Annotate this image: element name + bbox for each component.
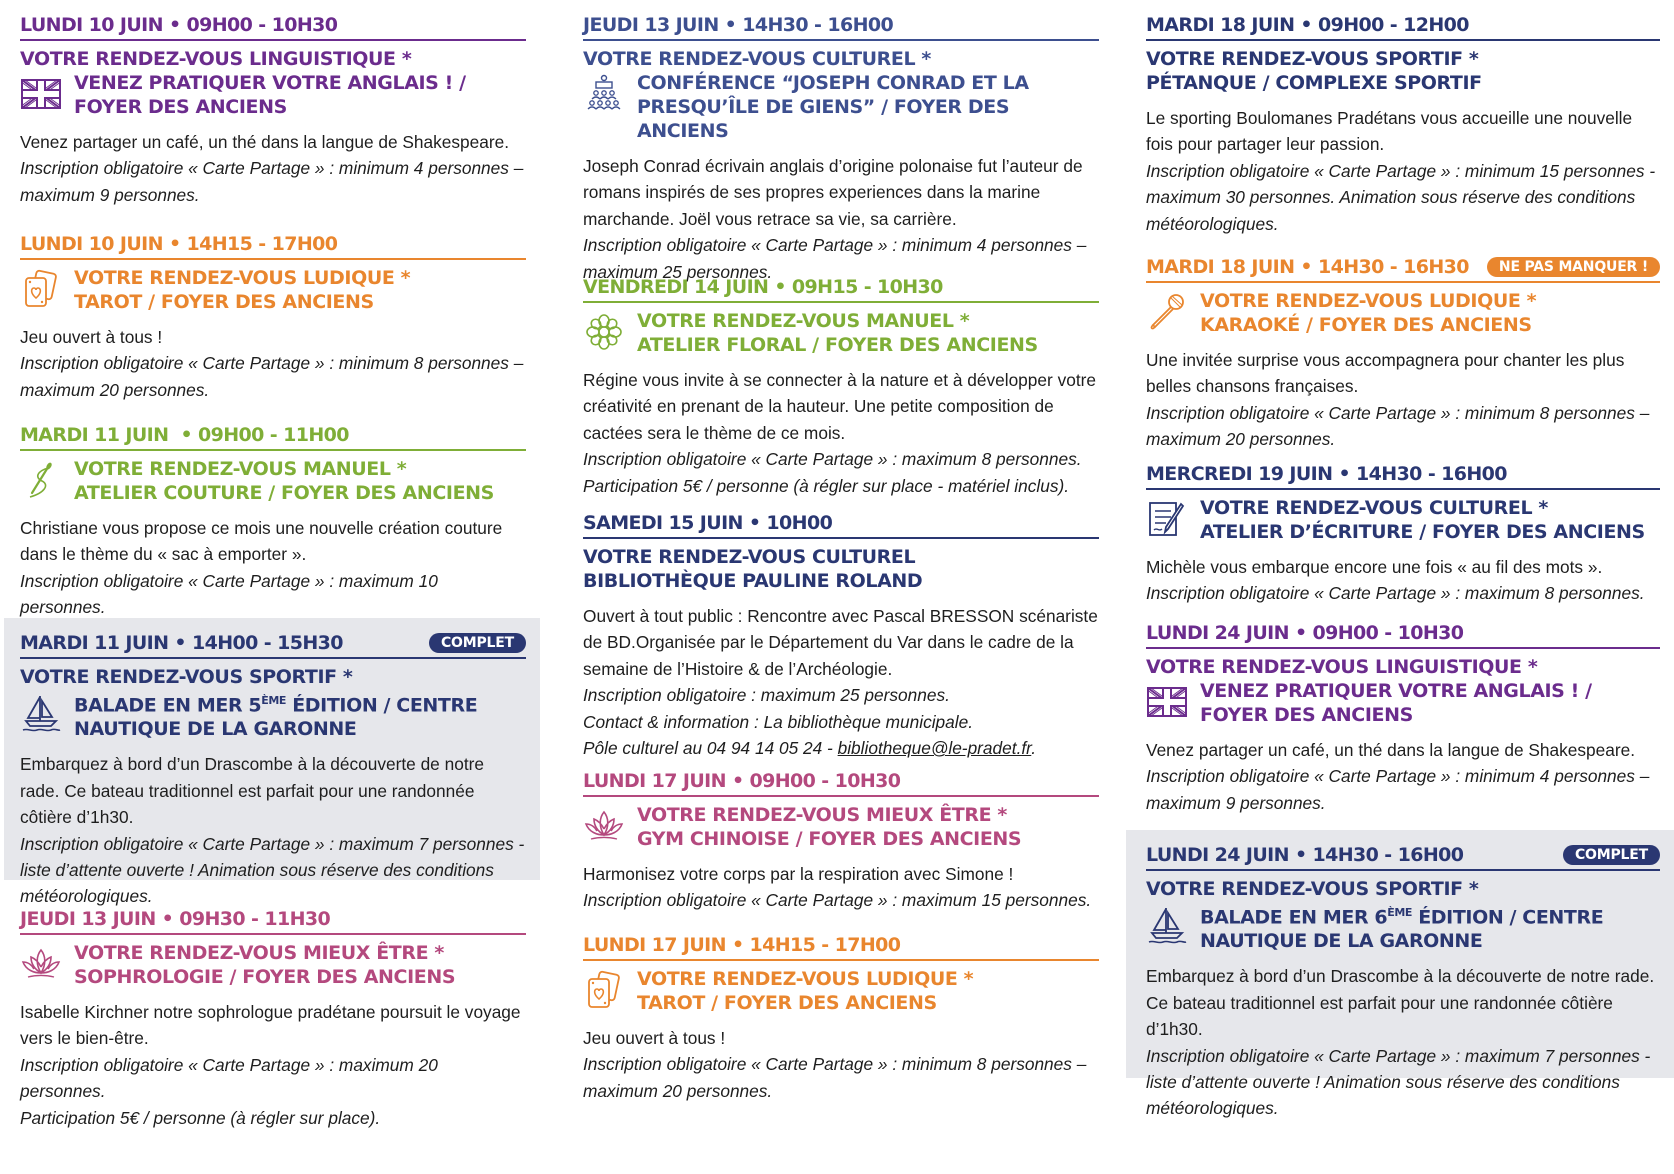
event-description: Isabelle Kirchner notre sophrologue pradétane poursuit le voyage vers le bien-être. (20, 1002, 521, 1049)
event-contact-info: Contact & information : La bibliothèque municipale. (583, 711, 974, 732)
event-subtitle: CONFÉRENCE “JOSEPH CONRAD ET LA PRESQU’ÎLE DE GIENS” / FOYER DES ANCIENS (637, 72, 1029, 142)
event-subtitle: BIBLIOTHÈQUE PAULINE ROLAND (583, 570, 923, 592)
event-title: VOTRE RENDEZ-VOUS LUDIQUE * (1200, 290, 1537, 312)
event-registration-info: Inscription obligatoire « Carte Partage » : minimum 15 personnes - maximum 30 personnes. Animation sous réserve des conditions météorologiques. (1146, 160, 1656, 234)
event-subtitle: BALADE EN MER 6ÈME ÉDITION / CENTRE NAUTIQUE DE LA GARONNE (1200, 906, 1604, 953)
event-date-header: SAMEDI 15 JUIN • 10H00 (583, 512, 1099, 539)
event-registration-info: Inscription obligatoire « Carte Partage » : maximum 10 personnes. (20, 570, 438, 618)
event-subtitle: PÉTANQUE / COMPLEXE SPORTIF (1146, 72, 1482, 94)
event-subtitle: ATELIER D’ÉCRITURE / FOYER DES ANCIENS (1200, 521, 1645, 543)
event-title: VOTRE RENDEZ-VOUS MANUEL * (637, 310, 970, 332)
event-description: Michèle vous embarque encore une fois « au fil des mots ». (1146, 557, 1603, 577)
event-card (0, 908, 544, 1131)
status-badge: COMPLET (1563, 845, 1660, 865)
event-description: Embarquez à bord d’un Drascombe à la découverte de notre rade. Ce bateau traditionnel est parfait pour une randonnée côtière d’1h30. (1146, 966, 1655, 1040)
event-card (1126, 256, 1674, 453)
event-registration-info: Inscription obligatoire « Carte Partage » : minimum 4 personnes – maximum 9 personnes. (1146, 766, 1650, 813)
event-date-header: MARDI 11 JUIN • 09H00 - 11H00 (20, 424, 526, 451)
event-date-header (1146, 256, 1660, 283)
event-subtitle: GYM CHINOISE / FOYER DES ANCIENS (637, 828, 1022, 850)
event-subtitle: BALADE EN MER 5ÈME ÉDITION / CENTRE NAUTIQUE DE LA GARONNE (74, 694, 478, 741)
event-description: Christiane vous propose ce mois une nouvelle création couture dans le thème du « sac à emporter ». (20, 518, 503, 565)
event-date-header: MARDI 18 JUIN • 09H00 - 12H00 (1146, 14, 1660, 41)
flower-icon (583, 311, 625, 353)
event-price-info: Participation 5€ / personne (à régler sur place). (20, 1107, 381, 1128)
event-card (0, 424, 544, 621)
event-card (4, 618, 540, 907)
event-title: VOTRE RENDEZ-VOUS MIEUX ÊTRE * (637, 804, 1007, 826)
event-card (1126, 463, 1674, 607)
event-price-info: Participation 5€ / personne (à régler sur place - matériel inclus). (583, 475, 1070, 496)
uk-flag-icon (20, 73, 62, 115)
sailboat-icon (1146, 903, 1188, 945)
needle-icon (20, 459, 62, 501)
event-date-header (1146, 844, 1660, 871)
event-card (1126, 14, 1674, 237)
event-description: Embarquez à bord d’un Drascombe à la découverte de notre rade. Ce bateau traditionnel est parfait pour une randonnée côtière d’1h30. (20, 754, 484, 828)
event-title: VOTRE RENDEZ-VOUS MANUEL * (74, 458, 407, 480)
lotus-icon (583, 805, 625, 847)
event-date-header: LUNDI 10 JUIN • 14H15 - 17H00 (20, 233, 526, 260)
event-registration-info: Inscription obligatoire « Carte Partage » : minimum 8 personnes – maximum 20 personnes. (1146, 402, 1650, 450)
event-title: VOTRE RENDEZ-VOUS CULTUREL * (1200, 497, 1548, 519)
event-title: VOTRE RENDEZ-VOUS SPORTIF * (1146, 878, 1479, 900)
email-link[interactable]: bibliotheque@le-pradet.fr (837, 738, 1032, 759)
event-date-text: MARDI 11 JUIN • 14H00 - 15H30 (20, 632, 343, 654)
event-description: Une invitée surprise vous accompagnera pour chanter les plus belles chansons françaises. (1146, 350, 1625, 397)
event-description: Harmonisez votre corps par la respiration avec Simone ! (583, 864, 1014, 884)
event-title: VOTRE RENDEZ-VOUS MIEUX ÊTRE * (74, 942, 444, 964)
microphone-icon (1146, 291, 1188, 333)
event-date-header (20, 632, 526, 659)
event-registration-info: Inscription obligatoire « Carte Partage » : maximum 7 personnes - liste d’attente ouverte ! Animation sous réserve des conditions météorologiques. (20, 833, 525, 907)
event-title: VOTRE RENDEZ-VOUS LINGUISTIQUE * (1146, 656, 1538, 678)
event-subtitle: SOPHROLOGIE / FOYER DES ANCIENS (74, 966, 456, 988)
event-date-text: MARDI 18 JUIN • 14H30 - 16H30 (1146, 256, 1469, 278)
event-description: Joseph Conrad écrivain anglais d’origine polonaise fut l’auteur de romans inspirés de ses propres experiences dans la marine marchande. Joël vous retrace sa vie, sa carrière. (583, 156, 1083, 229)
event-card (563, 770, 1103, 914)
event-description: Venez partager un café, un thé dans la langue de Shakespeare. (1146, 740, 1636, 760)
event-description: Venez partager un café, un thé dans la langue de Shakespeare. (20, 132, 510, 152)
event-card (563, 276, 1103, 499)
event-subtitle: ATELIER FLORAL / FOYER DES ANCIENS (637, 334, 1038, 356)
event-title: VOTRE RENDEZ-VOUS LINGUISTIQUE * (20, 48, 412, 70)
event-registration-info: Inscription obligatoire « Carte Partage » : maximum 15 personnes. (583, 890, 1092, 911)
event-title: VOTRE RENDEZ-VOUS LUDIQUE * (637, 968, 974, 990)
event-subtitle: ATELIER COUTURE / FOYER DES ANCIENS (74, 482, 494, 504)
event-registration-info: Inscription obligatoire « Carte Partage » : maximum 7 personnes - liste d’attente ouverte ! Animation sous réserve des conditions météorologiques. (1146, 1045, 1651, 1119)
event-subtitle: KARAOKÉ / FOYER DES ANCIENS (1200, 314, 1532, 336)
event-title: VOTRE RENDEZ-VOUS SPORTIF * (1146, 48, 1479, 70)
event-card (563, 14, 1103, 285)
event-subtitle: VENEZ PRATIQUER VOTRE ANGLAIS ! / FOYER DES ANCIENS (1200, 680, 1592, 726)
audience-icon (583, 73, 625, 115)
event-description: Jeu ouvert à tous ! (583, 1028, 726, 1048)
event-registration-info: Inscription obligatoire : maximum 25 personnes. (583, 685, 950, 706)
event-card (1126, 622, 1674, 816)
event-description: Jeu ouvert à tous ! (20, 327, 163, 347)
event-subtitle: VENEZ PRATIQUER VOTRE ANGLAIS ! / FOYER DES ANCIENS (74, 72, 466, 118)
event-date-header: JEUDI 13 JUIN • 09H30 - 11H30 (20, 908, 526, 935)
event-registration-info: Inscription obligatoire « Carte Partage » : maximum 8 personnes. (583, 449, 1082, 470)
event-date-header: LUNDI 10 JUIN • 09H00 - 10H30 (20, 14, 526, 41)
event-subtitle: TAROT / FOYER DES ANCIENS (74, 291, 374, 313)
event-date-header: VENDREDI 14 JUIN • 09H15 - 10H30 (583, 276, 1099, 303)
writing-icon (1146, 498, 1188, 540)
event-card (1126, 830, 1674, 1119)
sailboat-icon (20, 691, 62, 733)
event-card (0, 14, 544, 208)
event-registration-info: Inscription obligatoire « Carte Partage » : maximum 8 personnes. (1146, 583, 1645, 604)
cards-icon (20, 268, 62, 310)
event-card (0, 233, 544, 403)
event-description: Régine vous invite à se connecter à la nature et à développer votre créativité en prenant de la hauteur. Une petite composition de cactées sera le thème de ce mois. (583, 370, 1096, 443)
event-description: Le sporting Boulomanes Pradétans vous accueille une nouvelle fois pour partager leur passion. (1146, 108, 1633, 155)
event-date-header: MERCREDI 19 JUIN • 14H30 - 16H00 (1146, 463, 1660, 490)
event-title: VOTRE RENDEZ-VOUS CULTUREL * (583, 48, 931, 70)
event-date-header: JEUDI 13 JUIN • 14H30 - 16H00 (583, 14, 1099, 41)
event-description: Ouvert à tout public : Rencontre avec Pascal BRESSON scénariste de BD.Organisée par le Département du Var dans le cadre de la semaine de l’Histoire & de l’Archéologie. (583, 606, 1098, 679)
event-title: VOTRE RENDEZ-VOUS LUDIQUE * (74, 267, 411, 289)
event-date-header: LUNDI 24 JUIN • 09H00 - 10H30 (1146, 622, 1660, 649)
event-registration-info: Inscription obligatoire « Carte Partage » : minimum 8 personnes – maximum 20 personnes. (20, 353, 524, 400)
uk-flag-icon (1146, 681, 1188, 723)
event-date-header: LUNDI 17 JUIN • 09H00 - 10H30 (583, 770, 1099, 797)
cards-icon (583, 969, 625, 1011)
event-card (563, 934, 1103, 1104)
event-registration-info: Inscription obligatoire « Carte Partage » : maximum 20 personnes. (20, 1054, 438, 1102)
highlight-badge: NE PAS MANQUER ! (1487, 257, 1660, 277)
event-phone-info: Pôle culturel au 04 94 14 05 24 - bibliotheque@le-pradet.fr. (583, 738, 1037, 759)
event-title: VOTRE RENDEZ-VOUS CULTUREL (583, 546, 916, 568)
event-registration-info: Inscription obligatoire « Carte Partage » : minimum 8 personnes – maximum 20 personnes. (583, 1054, 1087, 1101)
event-registration-info: Inscription obligatoire « Carte Partage » : minimum 4 personnes – maximum 9 personnes. (20, 158, 524, 205)
event-card (563, 512, 1103, 761)
lotus-icon (20, 943, 62, 985)
event-date-text: LUNDI 24 JUIN • 14H30 - 16H00 (1146, 844, 1464, 866)
event-registration-info: Inscription obligatoire « Carte Partage » : minimum 4 personnes – maximum 25 personnes. (583, 235, 1087, 282)
event-date-header: LUNDI 17 JUIN • 14H15 - 17H00 (583, 934, 1099, 961)
event-title: VOTRE RENDEZ-VOUS SPORTIF * (20, 666, 353, 688)
status-badge: COMPLET (429, 633, 526, 653)
event-subtitle: TAROT / FOYER DES ANCIENS (637, 992, 937, 1014)
